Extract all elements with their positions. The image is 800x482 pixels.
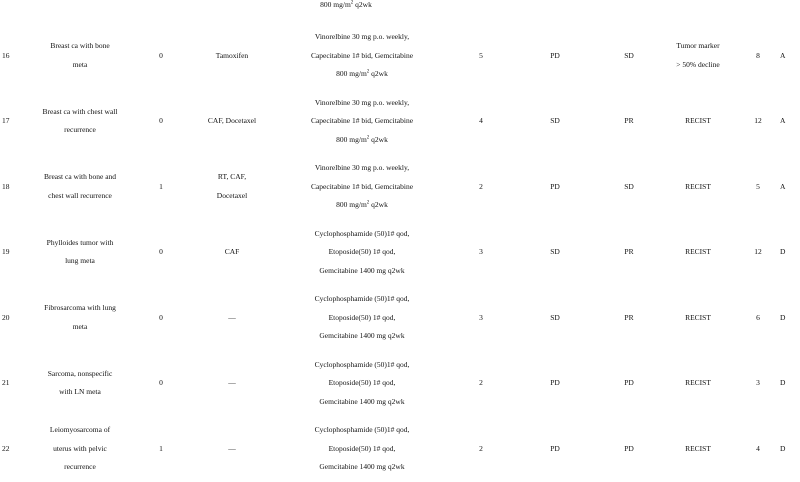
ecog-cell: 0 [159,312,163,322]
table-row [0,154,800,220]
diagnosis-cell [30,285,130,351]
criteria-line: Tumor marker [676,41,720,51]
prior-treatment-line: CAF, Docetaxel [207,116,257,125]
prior-treatment-cell [192,154,272,220]
regimen-cell [272,220,452,286]
prior-treatment-line: Tamoxifen [215,50,249,60]
superscript: 2 [366,69,370,75]
prior-treatment-cell [192,285,272,351]
diagnosis-cell [30,89,130,155]
criteria-line: RECIST [685,443,711,453]
duration-months-cell: 8 [756,50,760,60]
duration-months-cell: 6 [756,312,760,322]
ecog-cell: 0 [159,116,163,125]
case-number-cell: 18 [2,181,10,191]
cycles-cell: 5 [479,50,483,60]
table-row [0,89,800,155]
table-body [0,23,800,482]
prior-treatment-cell [192,220,272,286]
prior-treatment-line: — [228,312,236,322]
regimen-line: Cyclophosphamide (50)1# qod, [314,294,410,303]
regimen-line: Gemcitabine 1400 mg q2wk [319,462,405,471]
response-cell: SD [624,181,634,191]
diagnosis-cell [30,154,130,220]
prior-treatment-line: CAF [224,247,240,256]
prior-treatment-line: Docetaxel [216,190,248,200]
diagnosis-line: uterus with pelvic [53,443,107,453]
prior-treatment-cell [192,89,272,155]
cycles-cell: 3 [479,247,483,256]
diagnosis-line: meta [72,59,88,69]
regimen-line: Cyclophosphamide (50)1# qod, [314,425,410,434]
diagnosis-line: meta [72,321,88,331]
cycles-cell: 2 [479,443,483,453]
regimen-continuation [247,0,445,10]
diagnosis-line: Breast ca with chest wall [42,106,118,116]
evaluation-criteria-cell [658,220,738,286]
case-number-cell: 22 [2,443,10,453]
regimen-line: Etoposide(50) 1# qod, [328,443,396,453]
response-cell: PD [624,378,634,387]
criteria-line: RECIST [685,181,711,191]
evaluation-criteria-cell [658,89,738,155]
case-table [0,23,800,482]
diagnosis-line: Fibrosarcoma with lung [44,303,116,313]
duration-months-cell: 3 [756,378,760,387]
previous-response-cell: PD [550,378,560,387]
regimen-line: Etoposide(50) 1# qod, [328,247,396,256]
prior-treatment-line: — [228,378,236,387]
regimen-line: 800 $mg/m^2$ q2wk [336,200,388,209]
prior-treatment-cell [192,23,272,89]
regimen-line: Capecitabine 1# bid, Gemcitabine [310,181,414,191]
superscript: 2 [366,200,370,206]
ecog-cell: 0 [159,378,163,387]
ecog-cell: 0 [159,50,163,60]
status-cell: D [780,443,786,453]
status-cell: D [780,247,786,256]
diagnosis-line: chest wall recurrence [48,190,112,200]
case-number-cell: 17 [2,116,10,125]
prior-treatment-cell [192,351,272,417]
cycles-cell: 2 [479,378,483,387]
case-number-cell: 20 [2,312,10,322]
regimen-line: Cyclophosphamide (50)1# qod, [314,359,410,369]
regimen-line: 800 $mg/m^2$ q2wk [336,69,388,78]
prior-treatment-line: RT, CAF, [217,172,247,182]
diagnosis-line: Phylloides tumor with [46,237,114,247]
status-cell: D [780,378,786,387]
duration-months-cell: 5 [756,181,760,191]
regimen-cell [272,89,452,155]
regimen-cell [272,416,452,482]
ecog-cell: 1 [159,181,163,191]
evaluation-criteria-cell [658,416,738,482]
criteria-line: > 50% decline [676,59,720,69]
superscript: 2 [350,0,354,6]
regimen-line: Gemcitabine 1400 mg q2wk [319,331,405,340]
duration-months-cell: 4 [756,443,760,453]
cycles-cell: 2 [479,181,483,191]
criteria-line: RECIST [685,116,711,125]
criteria-line: RECIST [685,378,711,387]
regimen-line: Cyclophosphamide (50)1# qod, [314,228,410,238]
regimen-suffix: q2wk [353,0,372,9]
duration-months-cell: 12 [754,247,762,256]
table-row [0,351,800,417]
diagnosis-line: Leiomyosarcoma of [49,425,111,434]
prior-treatment-line: — [228,443,236,453]
regimen-line: Capecitabine 1# bid, Gemcitabine [310,116,414,125]
status-cell: A [780,181,786,191]
regimen-cell [272,154,452,220]
diagnosis-line: Sarcoma, nonspecific [47,368,113,378]
previous-response-cell: SD [550,312,560,322]
ecog-cell: 1 [159,443,163,453]
regimen-line: Gemcitabine 1400 mg q2wk [319,396,405,406]
regimen-line: Etoposide(50) 1# qod, [328,378,396,387]
ecog-cell: 0 [159,247,163,256]
table-row [0,220,800,286]
evaluation-criteria-cell [658,154,738,220]
regimen-line: Etoposide(50) 1# qod, [328,312,396,322]
previous-response-cell: SD [550,247,560,256]
regimen-cell [272,351,452,417]
criteria-line: RECIST [685,312,711,322]
diagnosis-line: Breast ca with bone and [43,172,117,182]
regimen-cell [272,285,452,351]
evaluation-criteria-cell [658,23,738,89]
regimen-line: 800 $mg/m^2$ q2wk [336,134,388,144]
superscript: 2 [366,135,370,140]
status-cell: A [780,50,786,60]
previous-response-cell: PD [550,50,560,60]
evaluation-criteria-cell [658,285,738,351]
regimen-line: Vinorelbine 30 mg p.o. weekly, [314,163,410,172]
previous-response-cell: SD [550,116,560,125]
case-number-cell: 19 [2,247,10,256]
status-cell: D [780,312,786,322]
duration-months-cell: 12 [754,116,762,125]
regimen-line: Capecitabine 1# bid, Gemcitabine [310,50,414,60]
case-number-cell: 16 [2,50,10,60]
response-cell: PR [624,312,634,322]
response-cell: SD [624,50,634,60]
table-row [0,285,800,351]
case-number-cell: 21 [2,378,10,387]
previous-response-cell: PD [550,181,560,191]
diagnosis-line: recurrence [64,462,96,471]
table-row [0,416,800,482]
diagnosis-cell [30,416,130,482]
previous-response-cell: PD [550,443,560,453]
regimen-text: 800 mg/m [320,0,351,9]
regimen-line: Gemcitabine 1400 mg q2wk [319,265,405,275]
response-cell: PR [624,247,634,256]
regimen-cell [272,23,452,89]
diagnosis-line: recurrence [64,125,96,135]
regimen-line [320,0,372,9]
diagnosis-line: Breast ca with bone [50,41,110,51]
cycles-cell: 4 [479,116,483,125]
diagnosis-cell [30,220,130,286]
criteria-line: RECIST [685,247,711,256]
response-cell: PD [624,443,634,453]
evaluation-criteria-cell [658,351,738,417]
prior-treatment-cell [192,416,272,482]
regimen-line: Vinorelbine 30 mg p.o. weekly, [314,97,410,107]
diagnosis-line: with LN meta [59,387,101,397]
cycles-cell: 3 [479,312,483,322]
table-row [0,23,800,89]
diagnosis-cell [30,23,130,89]
regimen-line: Vinorelbine 30 mg p.o. weekly, [314,32,410,41]
diagnosis-line: lung meta [65,256,95,266]
status-cell: A [780,116,786,125]
diagnosis-cell [30,351,130,417]
response-cell: PR [624,116,634,125]
